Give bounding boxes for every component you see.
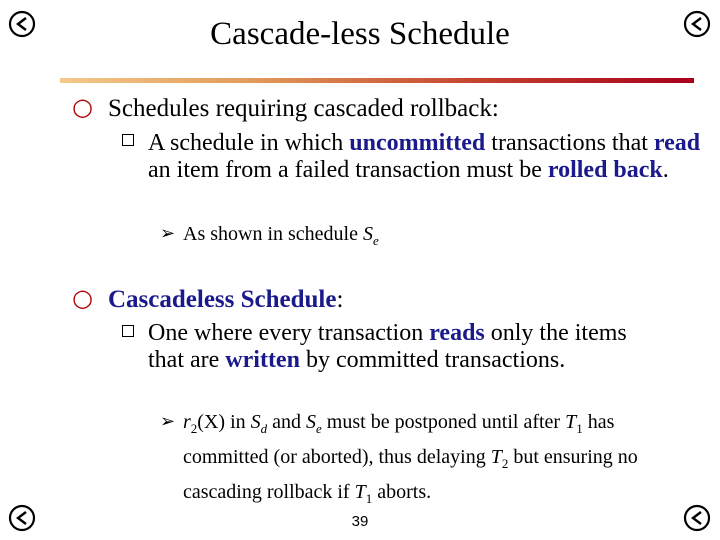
arrow-bullet-icon: ➢ [160, 223, 176, 244]
section2-note: $r_2(X)$ in $S_d$ and $S_e$ must be postponed until after $T_1$ has committed (or aborted), thus delaying $T_2$ but ensuring no cascading rollback if $T_1$ aborts. [183, 411, 638, 506]
section1-note: As shown in schedule $S_e$ [183, 223, 379, 248]
section2-heading: Cascadeless Schedule: [108, 286, 344, 313]
section2-subtext: One where every transaction reads only the items that are written by committed transactions. [148, 320, 627, 373]
arrow-bullet-icon: ➢ [160, 411, 176, 432]
title-underline [60, 78, 694, 83]
bullet-icon: ○ [72, 284, 93, 312]
page-number: 39 [351, 513, 369, 530]
square-bullet-icon [122, 325, 134, 337]
slide-title: Cascade-less Schedule [210, 16, 510, 52]
section1-subtext: A schedule in which uncommitted transactions that read an item from a failed transaction must be rolled back. [148, 130, 701, 183]
bullet-icon: ○ [72, 93, 93, 121]
section1-heading: Schedules requiring cascaded rollback: [108, 95, 499, 122]
square-bullet-icon [122, 134, 134, 146]
